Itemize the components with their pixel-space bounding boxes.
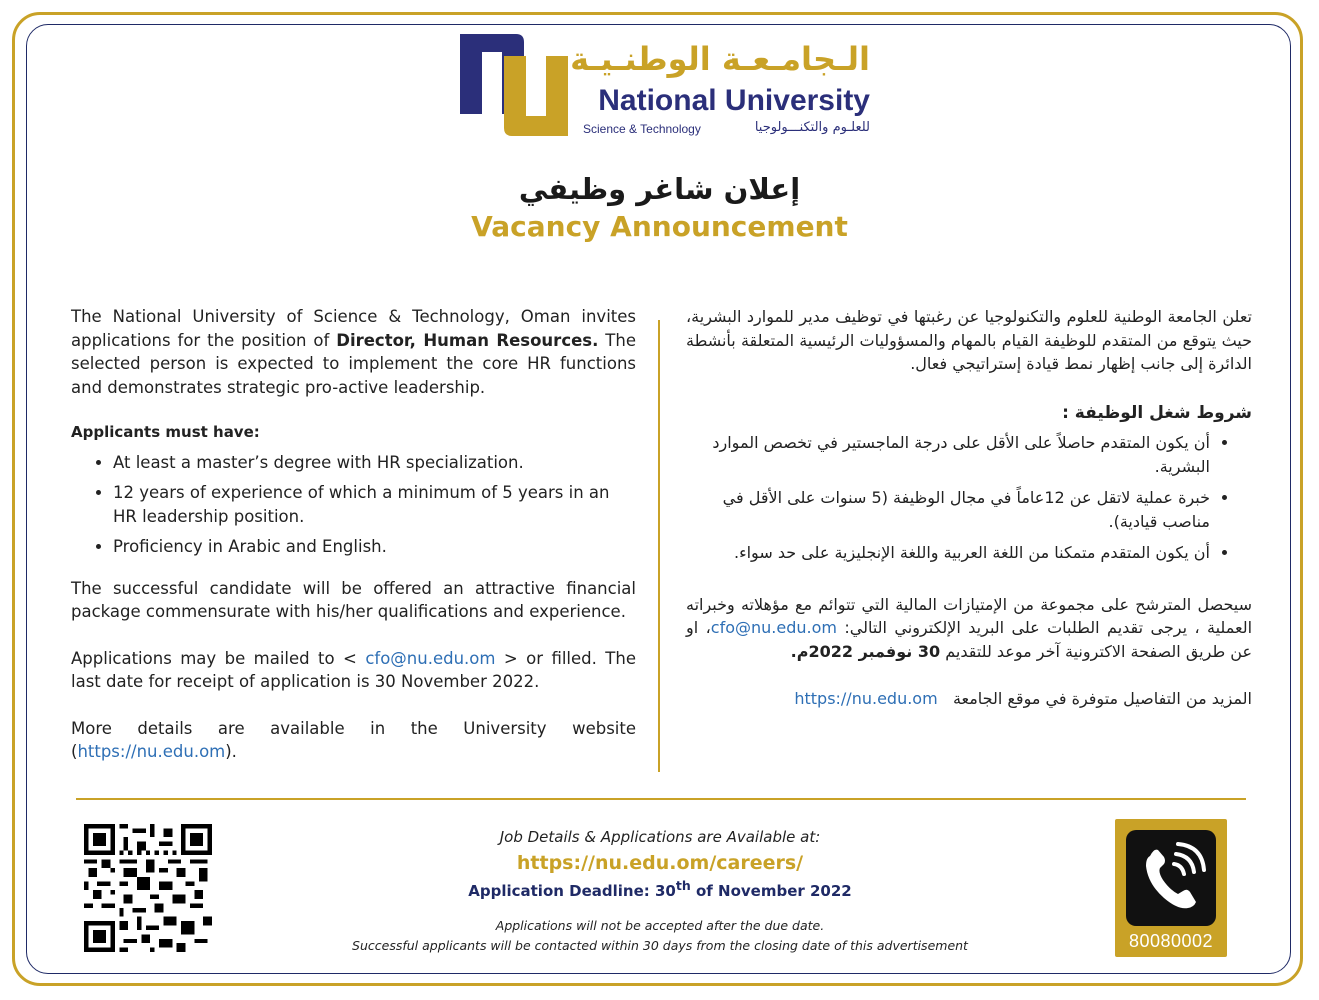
- list-item: • At least a master’s degree with HR specialization.: [113, 451, 636, 475]
- qr-code-icon[interactable]: [84, 824, 212, 952]
- footer-note: Applications will not be accepted after the due date.: [495, 918, 825, 933]
- arabic-requirements-list: [686, 431, 1252, 565]
- english-role-title: Director, Human Resources.: [336, 330, 599, 350]
- footer-info: [320, 828, 1000, 956]
- list-item: • أن يكون المتقدم حاصلاً على الأقل على درجة الماجستير في تخصص الموارد البشرية.: [686, 431, 1210, 478]
- email-link[interactable]: cfo@nu.edu.om: [365, 648, 496, 668]
- deadline-sup: th: [675, 878, 691, 893]
- footer-details-line: Job Details & Applications are Available at:: [499, 828, 821, 846]
- phone-icon-box: [1126, 830, 1216, 926]
- list-item: • 12 years of experience of which a minimum of 5 years in an HR leadership position.: [113, 481, 636, 528]
- arabic-benefit: [686, 593, 1252, 664]
- title-english: Vacancy Announcement: [471, 210, 848, 243]
- website-link[interactable]: https://nu.edu.om: [77, 742, 226, 761]
- english-requirements-heading: Applicants must have:: [71, 423, 260, 441]
- arabic-benefit-text-2: ، او عن طريق الصفحة الاكترونية آخر موعد للتقديم: [686, 618, 1252, 661]
- list-item: • خبرة عملية لاتقل عن 12عاماً في مجال الوظيفة (5 سنوات على الأقل في مناصب قيادية).: [686, 486, 1210, 533]
- list-item: • أن يكون المتقدم متمكنا من اللغة العربية واللغة الإنجليزية على حد سواء.: [686, 541, 1210, 565]
- english-more: [71, 717, 636, 764]
- logo-name-english: National University: [598, 84, 870, 117]
- title-arabic: إعلان شاغر وظيفي: [518, 172, 801, 206]
- email-link[interactable]: cfo@nu.edu.om: [710, 618, 837, 637]
- english-intro-text: The National University of Science & Technology, Oman invites applications for the position of: [71, 307, 636, 350]
- website-link[interactable]: https://nu.edu.om: [794, 689, 938, 708]
- english-more-text-2: ).: [225, 742, 237, 761]
- logo-name-arabic: الـجامـعـة الوطنـيـة: [570, 40, 870, 78]
- english-column: [71, 305, 636, 764]
- footer-notes: [320, 916, 1000, 956]
- phone-number: 80080002: [1128, 931, 1214, 951]
- deadline-text-2: of November 2022: [690, 882, 852, 900]
- deadline-text: Application Deadline: 30: [468, 882, 676, 900]
- arabic-benefit-text: سيحصل المترشح على مجموعة من الإمتيازات المالية التي تتوائم مع مؤهلاته وخبراته العملية ، يرجى تقديم الطلبات على البريد الإلكتروني التالي:: [686, 594, 1253, 637]
- university-logo-icon: [458, 32, 570, 138]
- logo-text: [570, 40, 880, 140]
- arabic-more-text: المزيد من التفاصيل متوفرة في موقع الجامعة: [952, 689, 1252, 708]
- arabic-requirements-heading: شروط شغل الوظيفة :: [1062, 402, 1252, 423]
- arabic-column: [686, 305, 1252, 711]
- footer-note: Successful applicants will be contacted within 30 days from the closing date of this advertisement: [352, 938, 968, 953]
- english-intro-text-2: The selected person is expected to implement the core HR functions and demonstrates strategic pro-active leadership.: [71, 330, 636, 397]
- phone-icon: [1126, 830, 1216, 926]
- english-more-text: More details are available in the University website (: [71, 718, 636, 761]
- english-apply: [71, 647, 636, 694]
- arabic-deadline-date: 30 نوفمبر 2022م.: [790, 641, 941, 661]
- arabic-intro: تعلن الجامعة الوطنية للعلوم والتكنولوجيا عن رغبتها في توظيف مدير للموارد البشرية، حيث يتوقع من المتقدم للوظيفة القيام بالمهام والمسؤوليات الرئيسية المتعلقة بأنشطة الدائرة إلى جانب إظهار نمط قيادة إستراتيجي فعال.: [686, 307, 1252, 373]
- arabic-more: [686, 687, 1252, 711]
- logo-subtitle-english: Science & Technology: [583, 122, 701, 136]
- english-benefit: The successful candidate will be offered an attractive financial package commensurate with his/her qualifications and experience.: [71, 578, 636, 621]
- application-deadline: [320, 878, 1000, 900]
- english-intro: [71, 305, 636, 399]
- phone-badge[interactable]: [1115, 819, 1227, 957]
- careers-link[interactable]: https://nu.edu.om/careers/: [516, 852, 804, 874]
- english-requirements-list: [71, 451, 636, 559]
- column-divider: [658, 320, 660, 772]
- footer-divider: [76, 798, 1246, 800]
- english-apply-text: Applications may be mailed to <: [71, 648, 366, 668]
- logo-subtitle-arabic: للعلـوم والتكنـــولوجيا: [754, 120, 870, 135]
- english-apply-text-2: > or filled. The last date for receipt of application is 30 November 2022.: [71, 648, 636, 691]
- list-item: • Proficiency in Arabic and English.: [113, 535, 636, 559]
